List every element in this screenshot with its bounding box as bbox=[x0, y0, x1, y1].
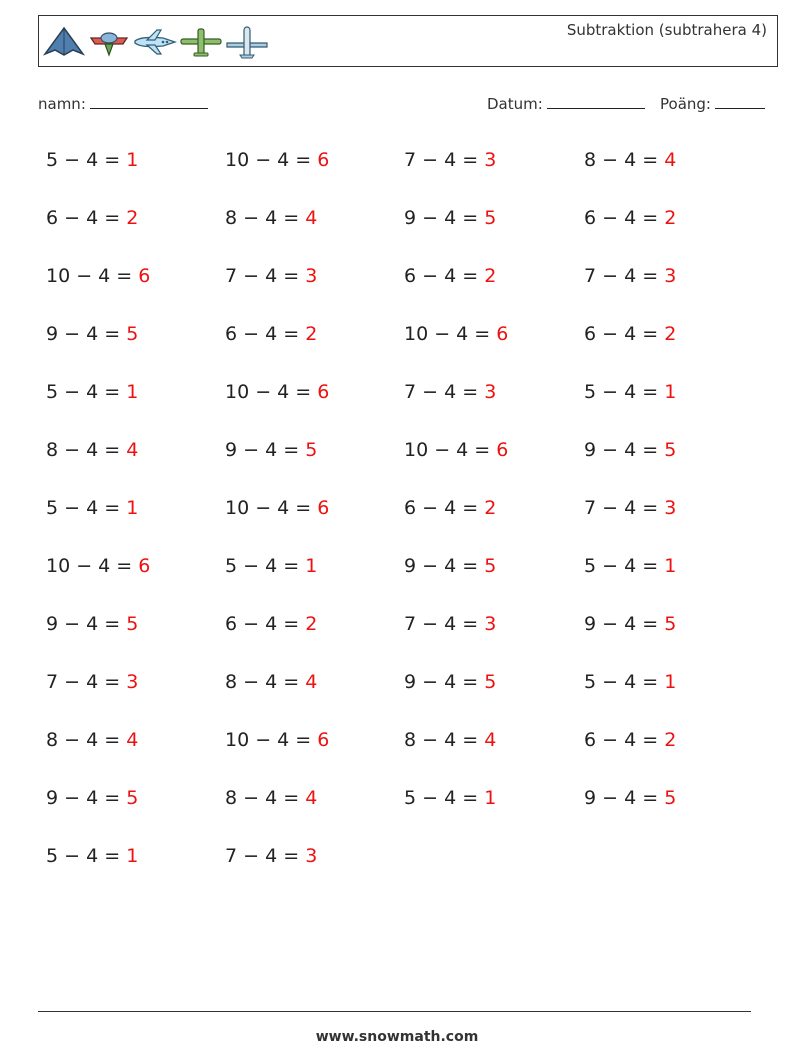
problem-question: 5 − 4 = bbox=[584, 671, 665, 693]
problem-question: 6 − 4 = bbox=[225, 613, 306, 635]
problem-question: 5 − 4 = bbox=[584, 555, 665, 577]
problem-answer: 5 bbox=[126, 613, 139, 635]
problem-answer: 1 bbox=[305, 555, 318, 577]
header-box bbox=[38, 15, 778, 67]
score-blank[interactable] bbox=[715, 94, 765, 109]
problem-answer: 3 bbox=[126, 671, 139, 693]
problem-question: 6 − 4 = bbox=[584, 323, 665, 345]
problem-item bbox=[225, 247, 404, 305]
problem-item bbox=[584, 711, 764, 769]
problem-answer: 3 bbox=[305, 265, 318, 287]
problem-question: 10 − 4 = bbox=[46, 265, 139, 287]
score-field bbox=[660, 94, 765, 113]
problem-item bbox=[404, 595, 584, 653]
problem-question: 10 − 4 = bbox=[225, 729, 318, 751]
problem-item bbox=[404, 537, 584, 595]
problem-question: 7 − 4 = bbox=[584, 265, 665, 287]
problem-item bbox=[404, 421, 584, 479]
problem-answer: 5 bbox=[664, 439, 677, 461]
problem-item bbox=[46, 363, 225, 421]
problem-answer: 2 bbox=[305, 323, 318, 345]
problem-item bbox=[584, 479, 764, 537]
problem-answer: 6 bbox=[138, 555, 151, 577]
problem-question: 9 − 4 = bbox=[404, 671, 485, 693]
problem-item bbox=[46, 189, 225, 247]
problem-answer: 2 bbox=[484, 265, 497, 287]
problem-item bbox=[404, 769, 584, 827]
problem-item bbox=[46, 421, 225, 479]
problem-question: 8 − 4 = bbox=[225, 207, 306, 229]
problem-answer: 2 bbox=[664, 729, 677, 751]
problem-item bbox=[584, 189, 764, 247]
red-propeller-plane-icon bbox=[87, 26, 131, 58]
date-blank[interactable] bbox=[547, 94, 645, 109]
problem-item bbox=[584, 769, 764, 827]
date-field bbox=[487, 94, 645, 113]
problem-item bbox=[584, 421, 764, 479]
problem-answer: 6 bbox=[496, 323, 509, 345]
problem-answer: 2 bbox=[484, 497, 497, 519]
problem-answer: 1 bbox=[126, 497, 139, 519]
problem-answer: 4 bbox=[305, 671, 318, 693]
problem-item bbox=[225, 421, 404, 479]
problem-item bbox=[584, 537, 764, 595]
problem-question: 5 − 4 = bbox=[46, 845, 127, 867]
name-field bbox=[38, 94, 208, 113]
problem-answer: 3 bbox=[484, 381, 497, 403]
problem-item bbox=[584, 247, 764, 305]
problem-answer: 1 bbox=[484, 787, 497, 809]
problem-item bbox=[225, 537, 404, 595]
problem-answer: 3 bbox=[664, 497, 677, 519]
problem-item bbox=[584, 653, 764, 711]
problem-question: 5 − 4 = bbox=[46, 497, 127, 519]
problem-item bbox=[225, 479, 404, 537]
problem-answer: 2 bbox=[305, 613, 318, 635]
problem-question: 9 − 4 = bbox=[584, 613, 665, 635]
problem-item bbox=[225, 769, 404, 827]
problem-answer: 4 bbox=[126, 439, 139, 461]
date-label: Datum: bbox=[487, 95, 543, 113]
problem-answer: 6 bbox=[138, 265, 151, 287]
problem-question: 10 − 4 = bbox=[46, 555, 139, 577]
problem-question: 7 − 4 = bbox=[225, 845, 306, 867]
problem-item bbox=[404, 189, 584, 247]
problem-question: 7 − 4 = bbox=[404, 381, 485, 403]
problem-question: 6 − 4 = bbox=[46, 207, 127, 229]
problem-answer: 5 bbox=[126, 323, 139, 345]
problem-item bbox=[46, 711, 225, 769]
problem-item bbox=[46, 537, 225, 595]
sheet-title: Subtraktion (subtrahera 4) bbox=[566, 21, 767, 39]
problem-question: 5 − 4 = bbox=[46, 149, 127, 171]
problem-question: 9 − 4 = bbox=[584, 787, 665, 809]
problem-question: 9 − 4 = bbox=[46, 323, 127, 345]
problem-question: 10 − 4 = bbox=[225, 497, 318, 519]
problem-item bbox=[225, 827, 404, 885]
problem-item bbox=[46, 131, 225, 189]
problem-question: 9 − 4 = bbox=[404, 207, 485, 229]
problem-item bbox=[404, 305, 584, 363]
problem-question: 9 − 4 = bbox=[225, 439, 306, 461]
problem-item bbox=[225, 305, 404, 363]
problem-question: 7 − 4 = bbox=[584, 497, 665, 519]
problem-grid bbox=[46, 131, 766, 885]
problem-answer: 5 bbox=[664, 787, 677, 809]
name-blank[interactable] bbox=[90, 94, 208, 109]
problem-question: 7 − 4 = bbox=[404, 613, 485, 635]
problem-item bbox=[584, 595, 764, 653]
stealth-plane-icon bbox=[43, 26, 85, 58]
problem-item bbox=[584, 363, 764, 421]
problem-question: 9 − 4 = bbox=[46, 787, 127, 809]
problem-question: 10 − 4 = bbox=[404, 323, 497, 345]
problem-item bbox=[225, 653, 404, 711]
problem-answer: 1 bbox=[664, 671, 677, 693]
problem-question: 8 − 4 = bbox=[46, 729, 127, 751]
footer-divider bbox=[38, 1011, 751, 1012]
problem-question: 10 − 4 = bbox=[404, 439, 497, 461]
problem-answer: 6 bbox=[496, 439, 509, 461]
problem-answer: 2 bbox=[664, 323, 677, 345]
problem-question: 5 − 4 = bbox=[225, 555, 306, 577]
problem-item bbox=[46, 595, 225, 653]
problem-question: 7 − 4 = bbox=[404, 149, 485, 171]
problem-question: 8 − 4 = bbox=[225, 787, 306, 809]
problem-question: 7 − 4 = bbox=[225, 265, 306, 287]
problem-answer: 3 bbox=[484, 613, 497, 635]
problem-item bbox=[404, 479, 584, 537]
problem-item bbox=[225, 189, 404, 247]
problem-question: 8 − 4 = bbox=[584, 149, 665, 171]
problem-question: 5 − 4 = bbox=[46, 381, 127, 403]
problem-item bbox=[225, 131, 404, 189]
problem-question: 8 − 4 = bbox=[46, 439, 127, 461]
problem-answer: 4 bbox=[305, 207, 318, 229]
score-label: Poäng: bbox=[660, 95, 711, 113]
problem-item bbox=[46, 827, 225, 885]
problem-question: 6 − 4 = bbox=[584, 207, 665, 229]
problem-answer: 5 bbox=[664, 613, 677, 635]
problem-question: 7 − 4 = bbox=[46, 671, 127, 693]
problem-answer: 6 bbox=[317, 497, 330, 519]
problem-answer: 6 bbox=[317, 381, 330, 403]
problem-question: 8 − 4 = bbox=[404, 729, 485, 751]
green-propeller-plane-icon bbox=[179, 26, 223, 58]
problem-answer: 1 bbox=[664, 555, 677, 577]
problem-item bbox=[46, 479, 225, 537]
problem-answer: 5 bbox=[484, 671, 497, 693]
problem-answer: 4 bbox=[126, 729, 139, 751]
problem-item bbox=[46, 769, 225, 827]
footer-url: www.snowmath.com bbox=[315, 1029, 479, 1045]
problem-answer: 5 bbox=[484, 207, 497, 229]
problem-answer: 3 bbox=[484, 149, 497, 171]
problem-item bbox=[225, 363, 404, 421]
problem-answer: 1 bbox=[664, 381, 677, 403]
problem-answer: 5 bbox=[126, 787, 139, 809]
problem-item bbox=[46, 305, 225, 363]
problem-answer: 5 bbox=[305, 439, 318, 461]
problem-question: 6 − 4 = bbox=[225, 323, 306, 345]
problem-answer: 2 bbox=[126, 207, 139, 229]
problem-item bbox=[584, 131, 764, 189]
problem-item bbox=[225, 595, 404, 653]
problem-answer: 6 bbox=[317, 149, 330, 171]
problem-question: 5 − 4 = bbox=[404, 787, 485, 809]
problem-answer: 1 bbox=[126, 845, 139, 867]
problem-item bbox=[225, 711, 404, 769]
problem-item bbox=[404, 247, 584, 305]
problem-item bbox=[404, 653, 584, 711]
name-label: namn: bbox=[38, 95, 86, 113]
problem-answer: 5 bbox=[484, 555, 497, 577]
problem-answer: 1 bbox=[126, 149, 139, 171]
problem-answer: 4 bbox=[484, 729, 497, 751]
airliner-icon bbox=[225, 25, 269, 59]
problem-question: 9 − 4 = bbox=[404, 555, 485, 577]
problem-answer: 3 bbox=[305, 845, 318, 867]
problem-question: 6 − 4 = bbox=[404, 497, 485, 519]
problem-answer: 1 bbox=[126, 381, 139, 403]
problem-question: 6 − 4 = bbox=[404, 265, 485, 287]
problem-item bbox=[404, 363, 584, 421]
problem-question: 10 − 4 = bbox=[225, 381, 318, 403]
plane-icons bbox=[43, 22, 269, 62]
problem-item bbox=[46, 247, 225, 305]
problem-question: 8 − 4 = bbox=[225, 671, 306, 693]
problem-answer: 4 bbox=[305, 787, 318, 809]
problem-answer: 4 bbox=[664, 149, 677, 171]
problem-question: 6 − 4 = bbox=[584, 729, 665, 751]
problem-answer: 2 bbox=[664, 207, 677, 229]
problem-item bbox=[46, 653, 225, 711]
problem-item bbox=[584, 305, 764, 363]
jet-plane-icon bbox=[133, 26, 177, 58]
problem-question: 9 − 4 = bbox=[46, 613, 127, 635]
problem-answer: 6 bbox=[317, 729, 330, 751]
problem-question: 5 − 4 = bbox=[584, 381, 665, 403]
problem-item bbox=[404, 711, 584, 769]
problem-item bbox=[404, 131, 584, 189]
problem-answer: 3 bbox=[664, 265, 677, 287]
problem-question: 9 − 4 = bbox=[584, 439, 665, 461]
problem-question: 10 − 4 = bbox=[225, 149, 318, 171]
